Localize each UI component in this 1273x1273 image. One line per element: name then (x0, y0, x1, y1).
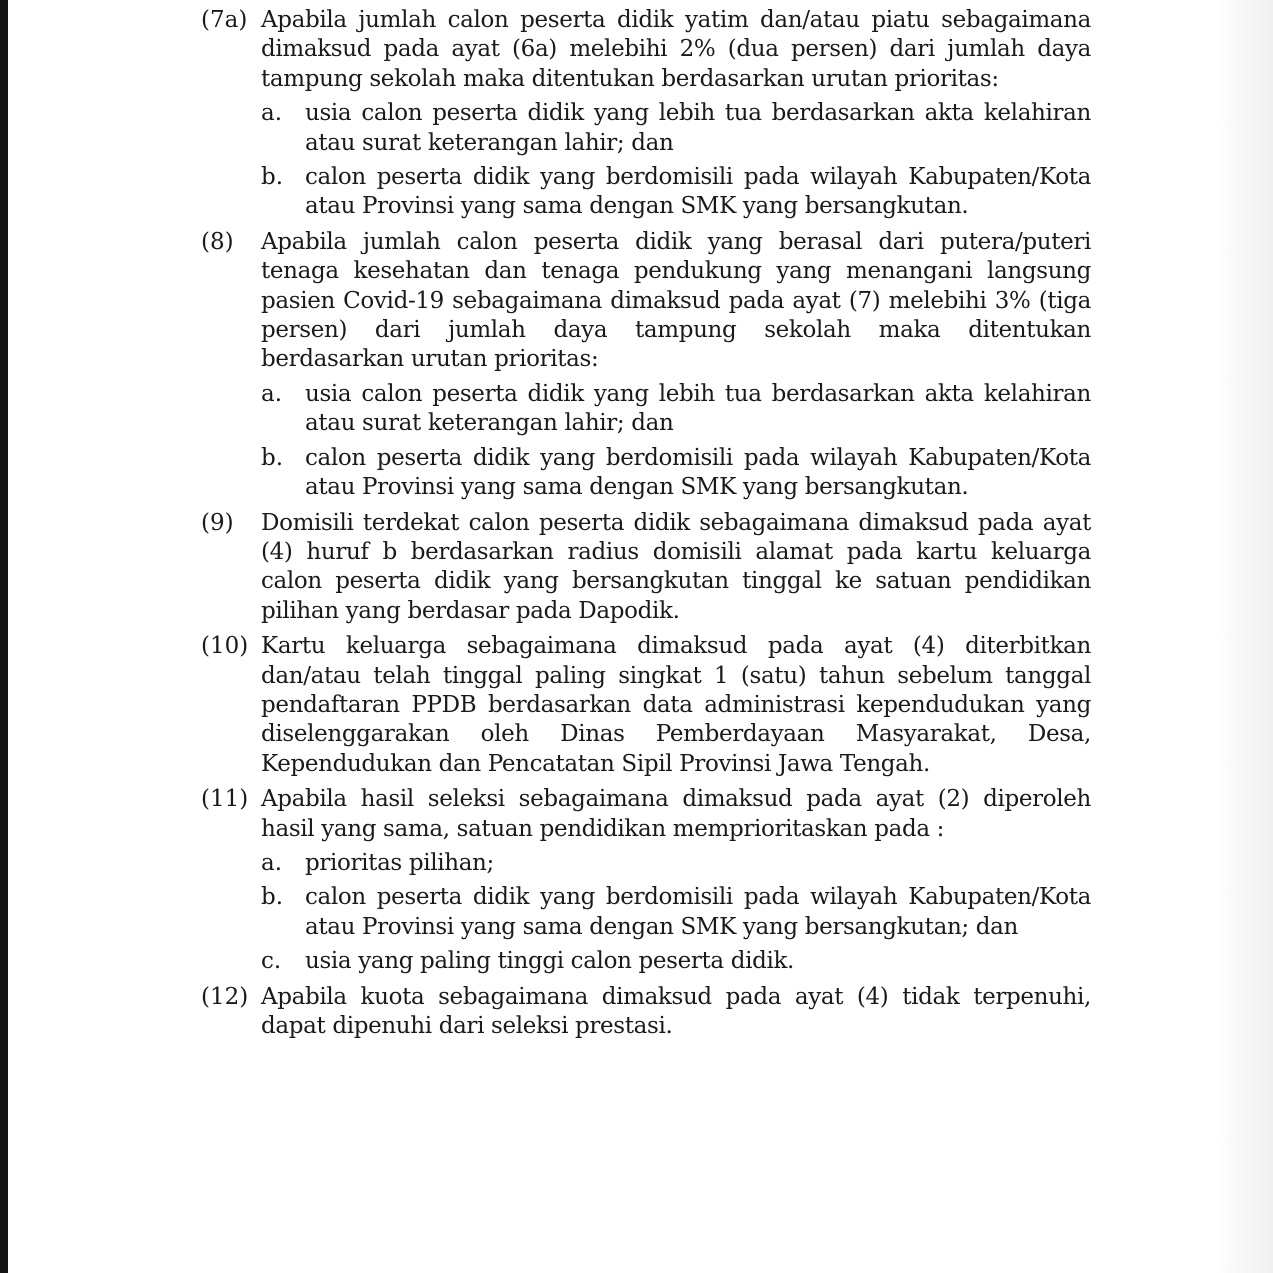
clause-11 (201, 785, 1091, 976)
item-text: usia yang paling tinggi calon peserta didik. (305, 948, 795, 975)
clause-number: (7a) (201, 7, 248, 33)
item-text: calon peserta didik yang berdomisili pada wilayah Kabupaten/Kota atau Provinsi yang sama dengan SMK yang bersangkutan; dan (305, 884, 1091, 940)
list-item (261, 947, 1091, 976)
clause-8 (201, 228, 1091, 503)
list-item (261, 99, 1091, 158)
clause-number: (11) (201, 786, 249, 813)
item-letter: a. (261, 380, 283, 407)
clause-number: (9) (201, 509, 234, 536)
clause-9 (201, 509, 1091, 627)
scan-edge (0, 0, 8, 1273)
clause-text: Apabila hasil seleksi sebagaimana dimaksud pada ayat (2) diperoleh hasil yang sama, satuan pendidikan memprioritaskan pada : (261, 786, 1091, 842)
list-item (261, 883, 1091, 942)
item-letter: b. (261, 884, 284, 911)
clause-text: Domisili terdekat calon peserta didik sebagaimana dimaksud pada ayat (4) huruf b berdasarkan radius domisili alamat pada kartu keluarga calon peserta didik yang bersangkutan tinggal ke satuan pendidikan pilihan yang berdasar pada Dapodik. (261, 509, 1091, 624)
clause-10 (201, 632, 1091, 779)
item-letter: b. (261, 444, 284, 471)
clause-number: (10) (201, 633, 249, 660)
clause-text: Apabila jumlah calon peserta didik yatim dan/atau piatu sebagaimana dimaksud pada ayat (6a) melebihi 2% (dua persen) dari jumlah daya tampung sekolah maka ditentukan berdasarkan urutan prioritas: (261, 7, 1091, 92)
item-letter: a. (261, 100, 283, 127)
clause-text: Kartu keluarga sebagaimana dimaksud pada ayat (4) diterbitkan dan/atau telah tinggal paling singkat 1 (satu) tahun sebelum tanggal pendaftaran PPDB berdasarkan data administrasi kependudukan yang diselenggarakan oleh Dinas Pemberdayaan Masyarakat, Desa, Kependudukan dan Pencatatan Sipil Provinsi Jawa Tengah. (261, 633, 1091, 777)
clause-number: (12) (201, 983, 249, 1010)
item-text: calon peserta didik yang berdomisili pada wilayah Kabupaten/Kota atau Provinsi yang sama dengan SMK yang bersangkutan. (305, 444, 1091, 501)
item-letter: c. (261, 948, 282, 975)
item-text: usia calon peserta didik yang lebih tua berdasarkan akta kelahiran atau surat keterangan lahir; dan (305, 380, 1091, 437)
item-letter: b. (261, 164, 284, 191)
item-text: prioritas pilihan; (305, 849, 494, 876)
item-letter: a. (261, 849, 283, 876)
page-shadow (1213, 0, 1273, 1273)
clause-7a (201, 6, 1091, 222)
clause-text: Apabila kuota sebagaimana dimaksud pada ayat (4) tidak terpenuhi, dapat dipenuhi dari seleksi prestasi. (261, 983, 1091, 1039)
item-text: calon peserta didik yang berdomisili pada wilayah Kabupaten/Kota atau Provinsi yang sama dengan SMK yang bersangkutan. (305, 164, 1091, 220)
list-item (261, 444, 1091, 503)
list-item (261, 849, 1091, 878)
document-body (201, 6, 1091, 1047)
item-text: usia calon peserta didik yang lebih tua berdasarkan akta kelahiran atau surat keterangan lahir; dan (305, 100, 1091, 156)
clause-text: Apabila jumlah calon peserta didik yang berasal dari putera/puteri tenaga kesehatan dan tenaga pendukung yang menangani langsung pasien Covid-19 sebagaimana dimaksud pada ayat (7) melebihi 3% (tiga persen) dari jumlah daya tampung sekolah maka ditentukan berdasarkan urutan prioritas: (261, 228, 1091, 373)
clause-12 (201, 983, 1091, 1042)
list-item (261, 380, 1091, 439)
list-item (261, 163, 1091, 222)
clause-number: (8) (201, 228, 234, 255)
